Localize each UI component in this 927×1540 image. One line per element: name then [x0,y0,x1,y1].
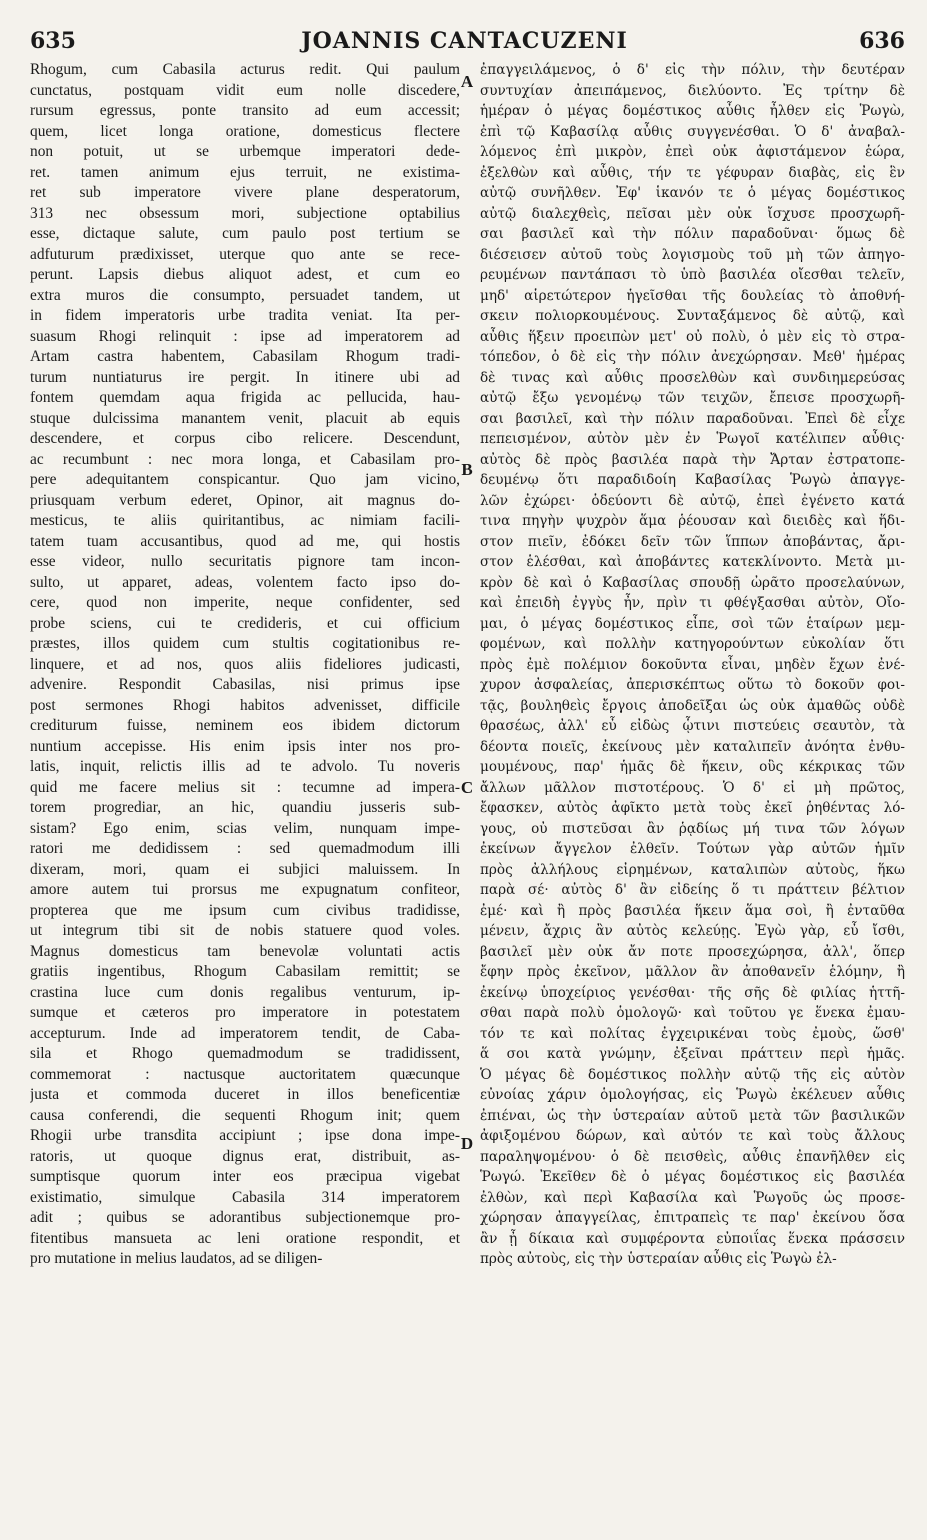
latin-text-line: in fidem imperatoris urbe tradita veniat. Ita per- [30,307,460,324]
latin-text-line: fitentibus mansueta ac leni oratione respondit, et [30,1229,460,1247]
latin-text-line: existimatio, simulque Cabasila 314 imperatorem [30,1188,460,1206]
latin-text-line: ret. tamen animum ejus terruit, ne existima- [30,163,460,181]
greek-text-line: ρευμένων παντάπασι τὸ ὑπὸ βασιλέα οἴεσθαι τελεῖν, [480,267,905,283]
greek-text-line: τόν τε καὶ πολίτας ἐγχειρικέναι τοὺς ἐμοὺς, ὥσθ' [480,1025,905,1042]
greek-text-line: δὲ τινας καὶ αὖθις προσελθὼν καὶ συνδιημερεύσας [480,369,905,386]
greek-text-line: τόπεδον, ὁ δὲ εἰς τὴν πόλιν ἀνεχώρησαν. Μεθ' ἡμέρας [480,349,905,365]
greek-text-line: χώρησαν ἀπαγγείλας, ἐπιτραπεὶς τε παρ' ἐκείνου ὅσα [480,1210,905,1226]
latin-text-line: 313 nec obsessum mori, subjectione optabilius [30,204,460,222]
greek-text-line: διέσεισεν αὐτοῦ τοὺς λογισμοὺς τοῦ μὴ τῶν ἀπηγο- [480,246,905,263]
latin-text-line: præstes, illos quidem cum stultis cogitationibus re- [30,635,460,652]
greek-text-line: αὐτῷ διαλεχθεὶς, πεῖσαι μὲν οὐκ ἴσχυσε προσχωρῆ- [480,205,905,222]
greek-text-line: παρὰ σέ· αὐτὸς δ' ἂν εἰδείης ὅ τι πράττειν βέλτιον [480,882,905,898]
latin-text-line: crediturum fuisse, neminem eos ibidem dictorum [30,717,460,734]
page-number-left: 635 [30,28,76,54]
greek-text-line: ἅ σοι κατὰ γνώμην, ἐξεῖναι πράττειν περὶ ἡμᾶς. [480,1046,905,1062]
greek-text-line: πεπεισμένον, αὐτὸν μὲν ἐν Ῥωγοῖ κατέλιπεν αὖθις· [480,431,905,447]
book-page [22,14,907,1524]
latin-column [30,60,460,1270]
greek-text-line: ἐλθὼν, καὶ περὶ Καβασίλα καὶ Ῥωγοῦς ὡς προσε- [480,1189,905,1206]
latin-text-line: ac recumbunt : nec mora longa, et Cabasilam pro- [30,450,460,468]
greek-text-line: φομένων, καὶ πολλὴν κατηγορούντων εὐκολίαν ὅτι [480,636,905,652]
latin-text-line: Rhogum, cum Cabasila acturus redit. Qui paulum [30,61,460,78]
latin-text-line: esse, dictaque salute, cum paulo post tertium se [30,225,460,242]
latin-text-line: sumptisque quorum inter eos præcipua vigebat [30,1168,460,1185]
latin-text-line: causa conferendi, die sequenti Rhogum init; quem [30,1106,460,1124]
latin-text-line: crastina luce cum donis regalibus venturum, ip- [30,983,460,1001]
section-marker-b: B [461,460,473,479]
greek-text-line: αὐτὸς δὲ πρὸς βασιλέα παρὰ τὴν Ἄρταν ἐστρατοπε- [480,451,905,468]
greek-text-line: αὖθις ἥξειν προειπὼν μετ' οὐ πολὺ, ὁ μὲν εἰς τὸ στρα- [480,328,905,345]
greek-text-line: Ῥωγώ. Ἐκεῖθεν δὲ ὁ μέγας δομέστικος εἰς βασιλέα [480,1169,905,1185]
greek-text-line: σθαι παρὰ πολὺ ὁμολογῶ· καὶ τοῦτου γε ἕνεκα ἐμαυ- [480,1005,905,1021]
greek-text-line: ἐμέ· καὶ ἢ πρὸς βασιλέα ἥκειν ἅμα σοὶ, ἢ ἐνταῦθα [480,902,905,919]
latin-text-line: pere adequitantem conspicantur. Quo jam vicino, [30,471,460,488]
latin-text-line: ret sub imperatore vivere plane desperatorum, [30,184,460,201]
greek-text-line: δευμένῳ ὅτι παραδιδοίη Καβασίλας Ῥωγὼ ἀπαγγε- [480,472,905,488]
greek-text-line: συντυχίαν ἀπειπάμενος, διελύοντο. Ἐς τρίτην δὲ [480,82,905,99]
latin-text-line: ut integrum tibi sit de nobis statuere quod voles. [30,922,460,939]
latin-text-line: esse videor, nullo securitatis pignore tam incon- [30,553,460,570]
greek-text-line: παραληψομένου· ὁ δὲ πεισθεὶς, αὖθις ἐπανῆλθεν εἰς [480,1148,905,1165]
latin-text-line: post sermones Rhogi habitos advenisset, difficile [30,696,460,714]
greek-text-line: τινα πηγὴν ψυχρὸν ἅμα ῥέουσαν καὶ διειδὲς καὶ ἥδι- [480,513,905,529]
greek-text-line: αὐτῷ συνῆλθεν. Ἐφ' ἱκανόν τε ὁ μέγας δομέστικος [480,185,905,201]
greek-text-line: μαι, ὁ μέγας δομέστικος εἶπε, σοὶ τῶν ἑταίρων μεμ- [480,615,905,632]
greek-text-line: ἔφασκεν, αὐτὸς ἀφῖκτο μετὰ τοὺς ἐκεῖ ῥηθέντας λό- [480,800,905,816]
latin-text-line: Magnus domesticus tam benevolæ voluntati actis [30,942,460,960]
greek-text-line: μηδ' αἱρετώτερον ἡγεῖσθαι τῆς δουλείας τὸ ἀποθνή- [480,287,905,304]
latin-text-line: accepturum. Inde ad imperatorem tendit, de Caba- [30,1024,460,1042]
greek-text-line: ἔφην πρὸς ἐκεῖνον, μᾶλλον ἂν ἀποθανεῖν ἑλόμην, ἢ [480,964,905,980]
greek-text-line: μουμένους, παρ' ἡμᾶς δὲ ἥκειν, οὓς κέκρικας τῶν [480,759,905,775]
greek-text-line: δέοντα ποιεῖς, ἐκείνους μὲν καταλιπεῖν ἀνόητα ἐνθυ- [480,738,905,755]
greek-text-line: αὐτῷ ἔξω γενομένῳ τῶν τειχῶν, ἔπεισε προσχωρῆ- [480,390,905,406]
section-marker-c: C [460,778,474,797]
greek-text-line: σαι βασιλεῖ καὶ τὴν πόλιν παραδοῦναι· ὅμως δὲ [480,226,905,242]
latin-text-line: sila et Rhogo quemadmodum se tradidissent, [30,1045,460,1062]
greek-text-line: βασιλεῖ μὲν οὐκ ἄν ποτε προσεχώρησα, ἀλλ', ὅπερ [480,943,905,960]
latin-text-line: commemorat : nactusque auctoritatem quæcunque [30,1065,460,1083]
latin-text-line: extra muros die consumpto, persuadet tandem, ut [30,286,460,304]
latin-text-line: sistam? Ego enim, scias velim, nunquam impe- [30,819,460,837]
latin-text-line: stuque dulcissima manantem venit, placuit ab equis [30,409,460,427]
latin-text-line: justa et commoda duceret in illos beneficentiæ [30,1086,460,1103]
greek-text-line: ἐκείνῳ ὑποχείριος γενέσθαι· τῆς σῆς δὲ φιλίας ἡττῆ- [480,984,905,1001]
section-marker-a: A [460,72,474,91]
greek-text-line: στον πιεῖν, ἐδόκει δεῖν τῶν ἵππων ἀποβάντας, ἄρι- [480,533,905,550]
latin-text-line: nuntium accepisse. His enim ipsis inter nos pro- [30,737,460,755]
latin-text-line: amore autem tui prorsus me expugnatum confiteor, [30,881,460,898]
latin-text-line: sulto, ut apparet, adeas, volentem facto ipso do- [30,573,460,591]
latin-text-line: adit ; quibus se adorantibus subjectionemque pro- [30,1209,460,1226]
greek-text-line: ἀφιξομένου δώρων, καὶ αὐτόν τε καὶ τοὺς ἄλλους [480,1128,905,1144]
greek-text-line: εὐνοίας χάριν ὁμολογήσας, εἰς Ῥωγὼ ἐκέλευεν αὖθις [480,1087,905,1103]
greek-text-line: στον ἑλέσθαι, καὶ ἀποβάντες κατεκλίνοντο. Μετὰ μι- [480,554,905,570]
latin-text-line: suasum Rhogi relinquit : ipse ad imperatorem ad [30,327,460,345]
latin-text-line: sumque et cæteros pro imperatore in potestatem [30,1004,460,1021]
latin-text-line: gratiis ingentibus, Rhogum Cabasilam remittit; se [30,963,460,980]
latin-text-line: non potuit, ut se urbemque imperatori dede- [30,143,460,160]
latin-text-line: advenire. Respondit Cabasilas, nisi primus ipse [30,676,460,693]
latin-text-line: dixeram, mori, quam ei subjici maluissem. In [30,860,460,878]
latin-text-line: rursum egressus, ponte transito ad eum accessit; [30,102,460,119]
greek-text-line: κρὸν δὲ καὶ ὁ Καβασίλας σπουδῇ ὠρᾶτο προσελαύνων, [480,574,905,591]
greek-text-line: λόμενος ἐπὶ μικρὸν, ἐπεὶ οὐκ ἀφιστάμενον ἑώρα, [480,144,905,160]
page-number-right: 636 [859,28,905,54]
latin-text-line: perunt. Lapsis diebus aliquot adest, et cum eo [30,266,460,283]
latin-text-line: torem progrediar, an hic, quandiu jusseris sub- [30,799,460,816]
latin-text-line: quid me facere melius sit : tecumne ad impera- [30,778,460,796]
greek-text-line: μένειν, ἄχρις ἂν αὐτὸς κελεύῃς. Ἐγὼ γὰρ, εὖ ἴσθι, [480,923,905,939]
greek-text-line: πρὸς ἀλλήλους εἰρημένων, καταλιπὼν αὐτοὺς, ἥκω [480,861,905,878]
latin-text-line: ratori me dedidissem : sed quemadmodum illi [30,840,460,857]
latin-text-line: mesticus, te aliis quiritantibus, ac nimiam facili- [30,512,460,529]
latin-text-line: pro mutatione in melius laudatos, ad se diligen- [30,1250,323,1267]
latin-text-line: tatem tuam accusantibus, quod ad me, qui hostis [30,532,460,550]
text-columns [22,60,907,1524]
greek-text-line: πρὸς αὐτοὺς, εἰς τὴν ὑστεραίαν αὖθις εἰς Ῥωγὼ ἐλ- [480,1251,837,1267]
page-header [22,14,907,62]
greek-text-line: πρὸς ἐμὲ πολέμιον δοκοῦντα εἶναι, μηδὲν ἔχων ἐνέ- [480,656,905,673]
greek-text-line: σκειν πολιορκουμένους. Συνταξάμενος δὲ αὐτῷ, καὶ [480,308,905,324]
running-title: JOANNIS CANTACUZENI [301,28,628,54]
latin-text-line: cunctatus, postquam vidit eum nolle discedere, [30,81,460,99]
greek-text-line: χυρον ἀσφαλείας, ἀπερισκέπτως οὕτω τὸ δοκοῦν φοι- [480,677,905,693]
latin-text-line: Artam castra habentem, Cabasilam Rhogum tradi- [30,348,460,365]
greek-text-line: τᾷς, βουληθεὶς ἔργοις ἀποδεῖξαι ὡς οὐκ ἀμαθῶς οὐδὲ [480,697,905,714]
greek-text-line: ἄλλων μᾶλλον πιστοτέρους. Ὁ δ' εἰ μὴ πρῶτος, [480,779,905,796]
greek-text-line: ἡμέραν ὁ μέγας δομέστικος αὖθις ἦλθεν εἰς Ῥωγὼ, [480,103,905,119]
greek-text-line: λῶν ἐχώρει· ὁδεύοντι δὲ αὐτῷ, ἐπεὶ ἐγένετο κατά [480,492,905,509]
latin-text-line: fontem quemdam aqua frigida ac pellucida, hau- [30,389,460,406]
latin-text-line: adfuturum prædixisset, uterque quo ante se rece- [30,245,460,263]
greek-text-line: ἐπὶ τῷ Καβασίλᾳ αὖθις συγγενέσθαι. Ὁ δ' ἀναβαλ- [480,123,905,140]
greek-text-line: σαι βασιλεῖ, καὶ τὴν πόλιν παραδοῦναι. Ἐπεὶ δὲ εἶχε [480,410,905,427]
greek-text-line: γους, οὐ πιστεῦσαι ἂν ῥᾳδίως μή τινα τῶν λόγων [480,820,905,837]
greek-text-line: καὶ ἐπειδὴ ἐγγὺς ἦν, πρὶν τι φθέγξασθαι αὐτὸν, Οἴο- [480,595,905,611]
latin-text-line: propterea que me ipsum cum civibus tradidisse, [30,901,460,919]
latin-text-line: latis, inquit, relictis illis ad te advolo. Tu noveris [30,758,460,775]
latin-text-line: probe sciens, cui te credideris, et cui officium [30,614,460,632]
greek-text-line: ἐπαγγειλάμενος, ὁ δ' εἰς τὴν πόλιν, τὴν δευτέραν [480,62,905,78]
latin-text-line: priusquam verbum ederet, Opinor, ait magnus do- [30,491,460,509]
section-marker-d: D [460,1134,474,1153]
latin-text-line: descendere, et corpus cibo relicere. Descendunt, [30,430,460,447]
greek-text-line: ἐπιέναι, ὡς τὴν ὑστεραίαν αὐτοῦ μετὰ τῶν βασιλικῶν [480,1107,905,1124]
latin-text-line: ratoris, ut quoque dignus erat, distribuit, as- [30,1147,460,1165]
greek-text-line: ἐκείνων ἄγγελον ἐλθεῖν. Τούτων γὰρ αὐτῶν ἡμῖν [480,841,905,857]
greek-column [480,60,905,1270]
latin-text-line: turum nuntiaturus ire pergit. In itinere ubi ad [30,368,460,386]
latin-text-line: linquere, et ad nos, quos aliis fideliores judicasti, [30,655,460,673]
latin-text-line: Rhogii urbe transdita accipiunt ; ipse dona impe- [30,1127,460,1144]
greek-text-line: ἐξελθὼν καὶ αὖθις, τήν τε γέφυραν διαβὰς, εἰς ἓν [480,164,905,181]
latin-text-line: cere, quod non imperite, neque confidenter, sed [30,594,460,611]
greek-text-line: θρασέως, ἀλλ' εὖ εἰδὼς ᾧτινι πιστεύεις σεαυτὸν, τὰ [480,718,905,734]
greek-text-line: ἂν ᾖ δίκαια καὶ συμφέροντα εὐποιΐας ἕνεκα πράσσειν [480,1230,905,1247]
greek-text-line: Ὁ μέγας δὲ δομέστικος πολλὴν αὐτῷ τῆς εἰς αὐτὸν [480,1066,905,1083]
latin-text-line: quem, licet longa oratione, domesticus flectere [30,122,460,140]
